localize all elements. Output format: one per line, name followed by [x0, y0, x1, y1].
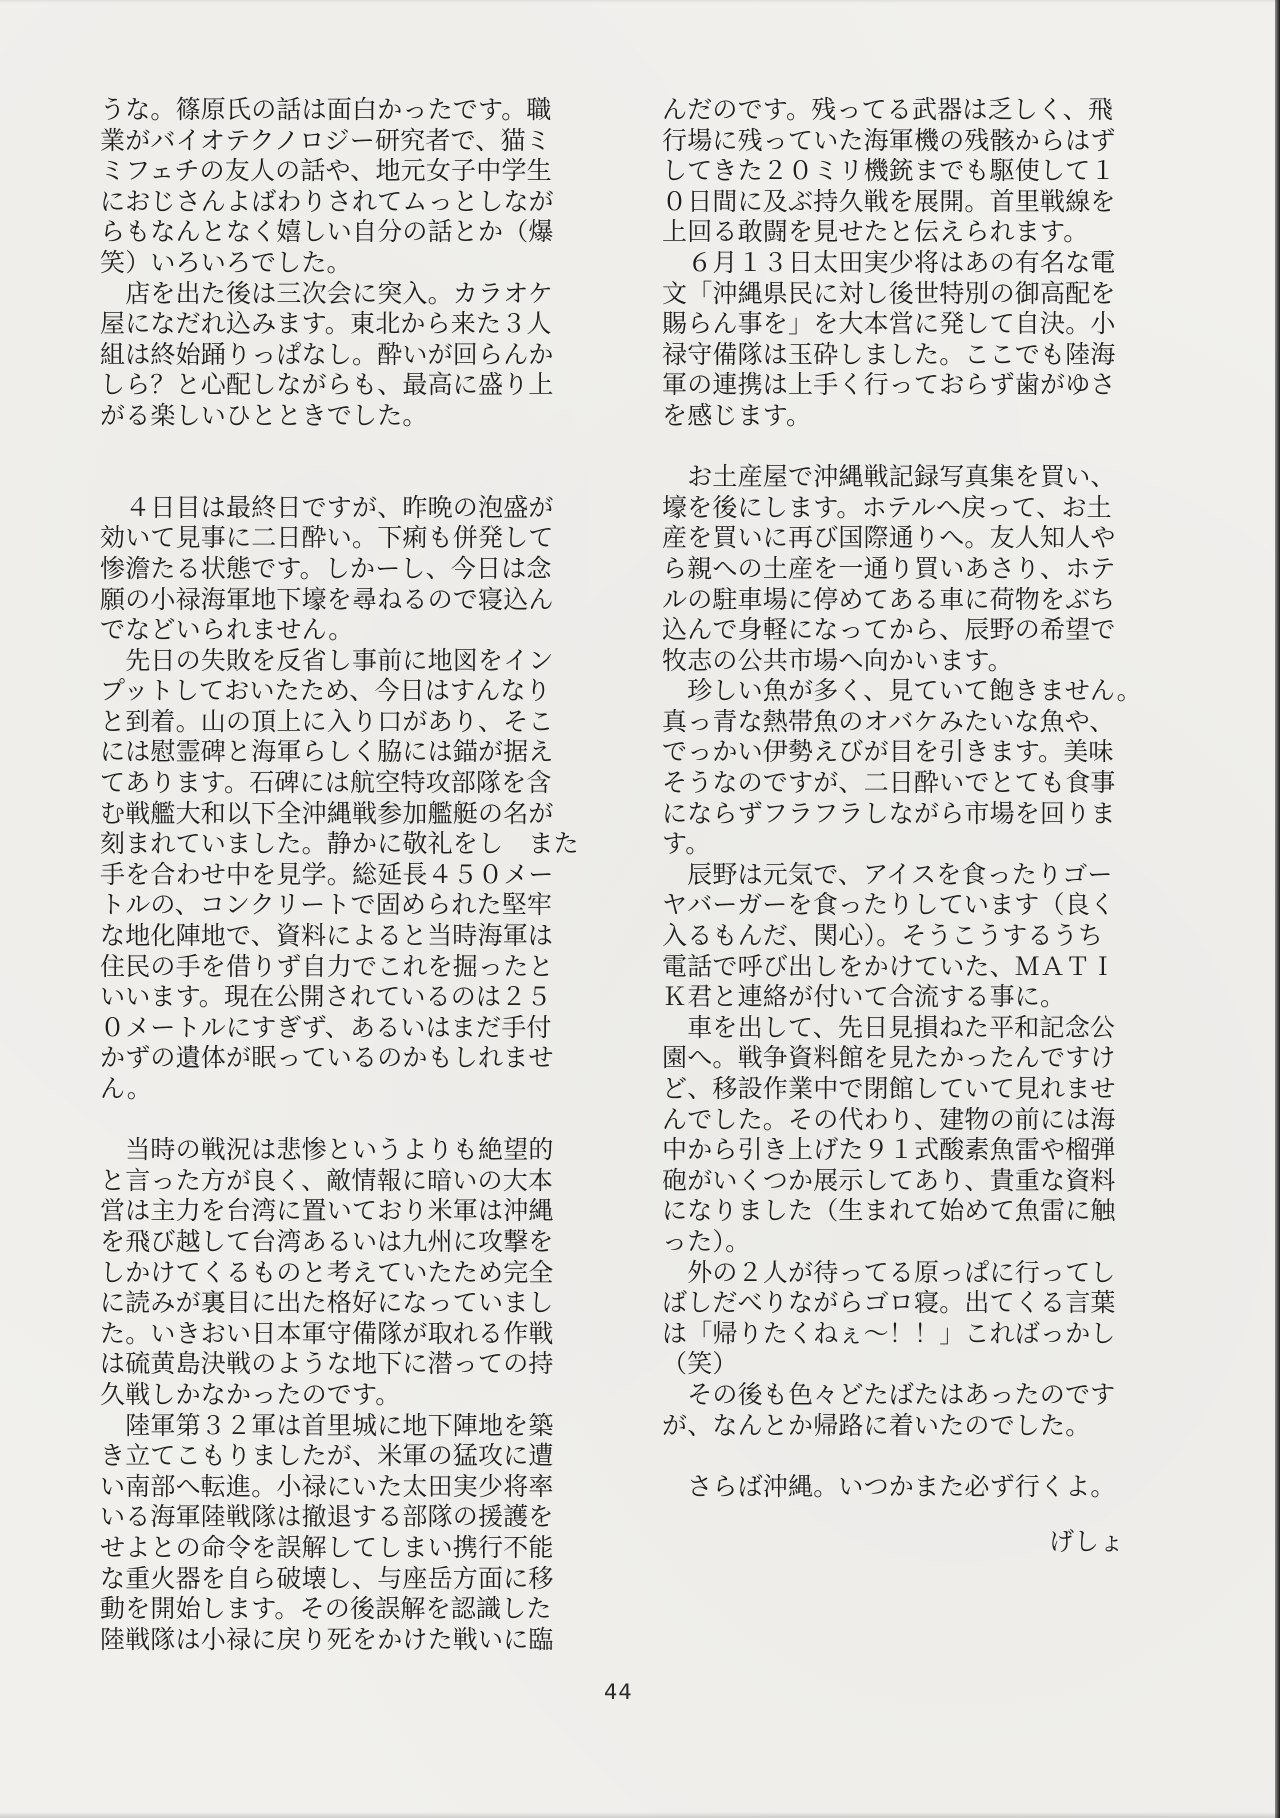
text-line: 牧志の公共市場へ向かいます。	[662, 645, 1013, 675]
text-line: に読みが裏目に出た格好になっていまし	[100, 1288, 554, 1318]
text-line	[100, 462, 570, 493]
text-line: いる海軍陸戦隊は撤退する部隊の援護を	[100, 1502, 554, 1532]
text-line: 外の２人が待ってる原っぱに行ってし	[662, 1257, 1116, 1287]
text-line: んだのです。残ってる武器は乏しく、飛	[662, 95, 1114, 124]
text-line: そうなのですが、二日酔いでとても食事	[662, 768, 1116, 798]
text-line: す。	[662, 829, 711, 859]
text-line: き立てこもりましたが、米軍の猛攻に遭	[100, 1441, 554, 1471]
text-line: でなどいられません。	[100, 615, 354, 645]
text-line: 禄守備隊は玉砕しました。ここでも陸海	[662, 339, 1116, 369]
text-line: 砲がいくつか展示してあり、貴重な資料	[662, 1165, 1116, 1195]
text-line: と言った方が良く、敵情報に暗いの大本	[100, 1165, 554, 1195]
scan-edge-bottom-shadow	[0, 1812, 1280, 1818]
text-line: になりました（生まれて始めて魚雷に触	[662, 1196, 1116, 1226]
text-line: ６月１３日太田実少将はあの有名な電	[662, 247, 1116, 277]
text-line: 賜らん事を」を大本営に発して自決。小	[662, 309, 1116, 339]
text-line: は硫黄島決戦のような地下に潜っての持	[100, 1349, 554, 1379]
text-line: 軍の連携は上手く行っておらず歯がゆさ	[662, 370, 1116, 400]
text-line: 真っ青な熱帯魚のオバケみたいな魚や、	[662, 706, 1115, 736]
text-line: でっかい伊勢えびが目を引きます。美味	[662, 737, 1114, 767]
left-text-column	[100, 95, 579, 1655]
text-line: は「帰りたくねぇ～！！」こればっかし	[662, 1318, 1116, 1348]
text-line: った）。	[662, 1226, 751, 1256]
text-line: 産を買いに再び国際通りへ。友人知人や	[662, 523, 1116, 553]
text-line	[100, 432, 570, 463]
text-line: を飛び越して台湾あるいは九州に攻撃を	[100, 1226, 554, 1256]
text-line: 行場に残っていた海軍機の残骸からはず	[662, 125, 1116, 155]
text-line: しかけてくるものと考えていたため完全	[100, 1257, 554, 1287]
text-line: 組は終始踊りっぱなし。酔いが回らんか	[100, 339, 554, 369]
text-line: を感じます。	[662, 400, 812, 430]
text-line: Ｋ君と連絡が付いて合流する事に。	[662, 982, 1066, 1012]
text-line: ん。	[100, 1074, 152, 1103]
text-line: さらば沖縄。いつかまた必ず行くよ。	[662, 1471, 1116, 1501]
text-line: 込んで身軽になってから、辰野の希望で	[662, 615, 1116, 645]
text-line: ど、移設作業中で閉館していて見れませ	[662, 1074, 1116, 1103]
text-line: ルの駐車場に停めてある車に荷物をぶち	[662, 584, 1116, 614]
text-line: 営は主力を台湾に置いており米軍は沖縄	[100, 1196, 554, 1226]
text-line: ０日間に及ぶ持久戦を展開。首里戦線を	[662, 186, 1116, 216]
text-line: お土産屋で沖縄戦記録写真集を買い、	[662, 462, 1116, 492]
text-line: かずの遺体が眠っているのかもしれませ	[100, 1043, 554, 1073]
text-line: らもなんとなく嬉しい自分の話とか（爆	[100, 217, 554, 247]
text-line: 屋になだれ込みます。東北から来た３人	[100, 309, 552, 339]
text-line: 住民の手を借りず自力でこれを掘ったと	[100, 951, 554, 981]
text-line: 願の小禄海軍地下壕を尋ねるので寝込ん	[100, 584, 554, 614]
text-line: 当時の戦況は悲惨というよりも絶望的	[100, 1135, 554, 1165]
text-line: ばしだべりながらゴロ寝。出てくる言葉	[662, 1288, 1116, 1318]
text-line: 壕を後にします。ホテルへ戻って、お土	[662, 492, 1112, 522]
text-line: 手を合わせ中を見学。総延長４５０メー	[100, 859, 554, 889]
text-line: 業がバイオテクノロジー研究者で、猫ミ	[100, 125, 551, 155]
text-line: な地化陣地で、資料によると当時海軍は	[100, 921, 554, 951]
text-line: 上回る敢闘を見せたと伝えられます。	[662, 217, 1089, 247]
text-line	[662, 432, 1132, 463]
text-line	[662, 1441, 1132, 1472]
text-line: がる楽しいひとときでした。	[100, 400, 428, 430]
text-line: な重火器を自ら破壊し、与座岳方面に移	[100, 1563, 554, 1593]
scan-edge-right-shadow	[1275, 0, 1280, 1818]
text-line: ４日目は最終日ですが、昨晩の泡盛が	[100, 492, 554, 522]
text-line: その後も色々どたばたはあったのです	[662, 1379, 1116, 1409]
text-line: 陸戦隊は小禄に戻り死をかけた戦いに臨	[100, 1624, 554, 1654]
text-line: い南部へ転進。小禄にいた太田実少将率	[100, 1471, 554, 1501]
text-line: してきた２０ミリ機銃までも駆使して１	[662, 156, 1116, 186]
text-line: 辰野は元気で、アイスを食ったりゴー	[662, 859, 1113, 889]
text-line: におじさんよばわりされてムっとしなが	[100, 186, 554, 216]
author-signature: げしょ	[1048, 1527, 1124, 1556]
text-line: 車を出して、先日見損ねた平和記念公	[662, 1012, 1116, 1042]
text-line: ミフェチの友人の話や、地元女子中学生	[100, 156, 552, 186]
text-line: と到着。山の頂上に入り口があり、そこ	[100, 706, 554, 736]
text-line: には慰霊碑と海軍らしく脇には錨が据え	[100, 737, 554, 767]
text-line: ヤバーガーを食ったりしています（良く	[662, 890, 1116, 920]
text-line: 陸軍第３２軍は首里城に地下陣地を築	[100, 1410, 554, 1440]
right-text-column	[662, 95, 1142, 1502]
text-line: ら親への土産を一通り買いあさり、ホテ	[662, 553, 1116, 583]
text-line: 電話で呼び出しをかけていた、ＭＡＴＩ	[662, 951, 1116, 981]
text-line: 入るもんだ、関心）。そうこうするうち	[662, 921, 1104, 951]
text-line: うな。篠原氏の話は面白かったです。職	[100, 95, 552, 124]
text-line: 店を出た後は三次会に突入。カラオケ	[100, 278, 554, 308]
text-line: （笑）	[662, 1349, 738, 1379]
text-line: 惨澹たる状態です。しかーし、今日は念	[100, 553, 552, 583]
text-line: にならずフラフラしながら市場を回りま	[662, 798, 1116, 828]
text-line: が、なんとか帰路に着いたのでした。	[662, 1410, 1091, 1440]
text-line: 文「沖縄県民に対し後世特別の御高配を	[662, 278, 1116, 308]
text-line: ０メートルにすぎず、あるいはまだ手付	[100, 1012, 552, 1042]
page-number: 44	[604, 1680, 633, 1704]
text-line: しら？と心配しながらも、最高に盛り上	[100, 370, 554, 400]
text-line: 珍しい魚が多く、見ていて飽きません。	[662, 676, 1142, 706]
text-line: んでした。その代わり、建物の前には海	[662, 1104, 1116, 1134]
text-line: 笑）いろいろでした。	[100, 247, 352, 277]
scan-edge-top-shadow	[0, 0, 1280, 3]
text-line: む戦艦大和以下全沖縄戦参加艦艇の名が	[100, 798, 554, 828]
text-line: た。いきおい日本軍守備隊が取れる作戦	[100, 1318, 554, 1348]
text-line: 刻まれていました。静かに敬礼をし また	[100, 829, 579, 859]
text-line: 効いて見事に二日酔い。下痢も併発して	[100, 523, 554, 553]
text-line: トルの、コンクリートで固められた堅牢	[100, 890, 553, 920]
text-line	[100, 1105, 570, 1136]
text-line: 久戦しかなかったのです。	[100, 1379, 401, 1409]
text-line: 中から引き上げた９１式酸素魚雷や榴弾	[662, 1135, 1116, 1165]
text-line: 動を開始します。その後誤解を認識した	[100, 1594, 552, 1624]
text-line: プットしておいたため、今日はすんなり	[100, 676, 551, 706]
text-line: 園へ。戦争資料館を見たかったんですけ	[662, 1043, 1116, 1073]
text-line: てあります。石碑には航空特攻部隊を含	[100, 768, 552, 798]
text-line: いいます。現在公開されているのは２５	[100, 982, 552, 1012]
text-line: せよとの命令を誤解してしまい携行不能	[100, 1532, 554, 1562]
text-line: 先日の失敗を反省し事前に地図をイン	[100, 645, 554, 675]
